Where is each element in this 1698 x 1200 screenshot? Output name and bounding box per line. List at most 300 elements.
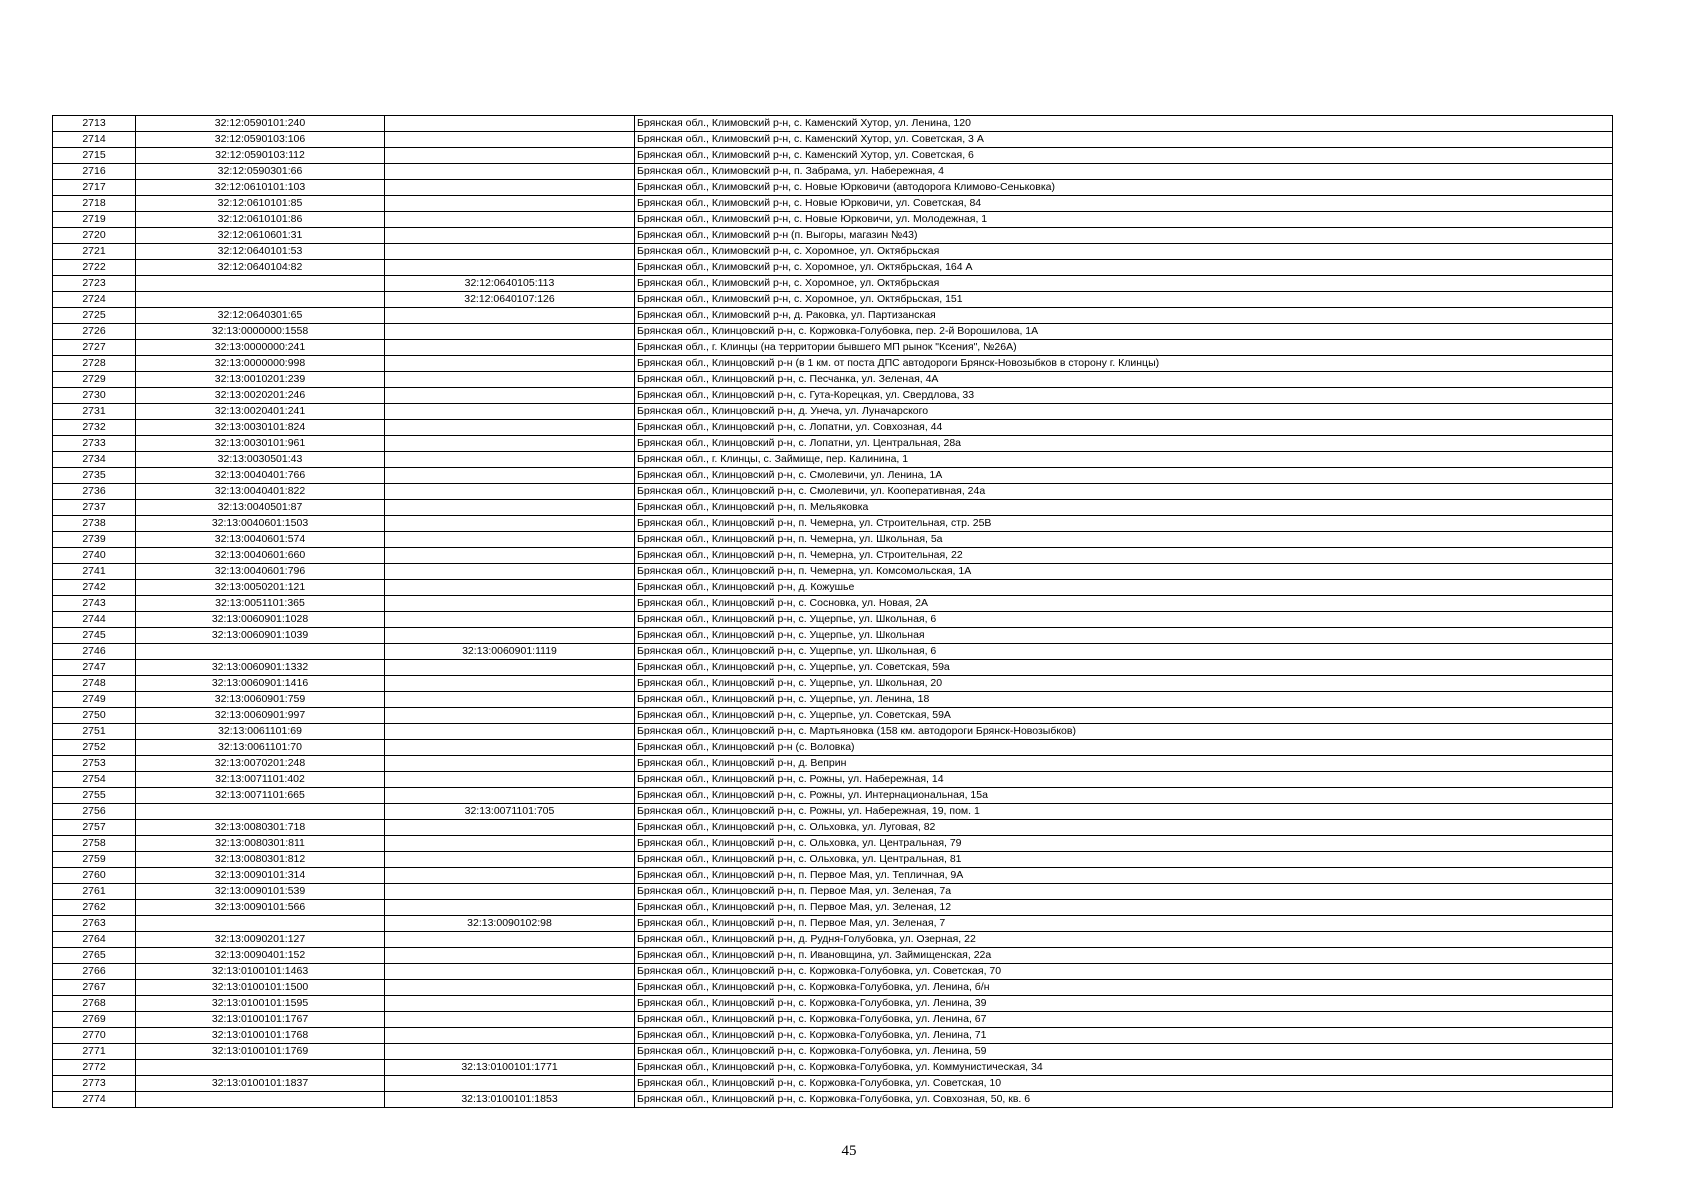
secondary-cadastral-number-cell	[385, 580, 635, 596]
secondary-cadastral-number-cell	[385, 788, 635, 804]
row-number-cell: 2757	[53, 820, 136, 836]
cadastral-number-cell: 32:13:0051101:365	[136, 596, 385, 612]
address-cell: Брянская обл., Климовский р-н, с. Хоромное, ул. Октябрьская	[635, 244, 1613, 260]
row-number-cell: 2760	[53, 868, 136, 884]
row-number-cell: 2722	[53, 260, 136, 276]
table-row	[53, 900, 1613, 916]
cadastral-number-cell: 32:13:0070201:248	[136, 756, 385, 772]
address-cell: Брянская обл., г. Клинцы, с. Займище, пер. Калинина, 1	[635, 452, 1613, 468]
secondary-cadastral-number-cell: 32:13:0071101:705	[385, 804, 635, 820]
row-number-cell: 2716	[53, 164, 136, 180]
cadastral-number-cell: 32:13:0040601:574	[136, 532, 385, 548]
cadastral-number-cell: 32:13:0061101:70	[136, 740, 385, 756]
address-cell: Брянская обл., Клинцовский р-н, с. Рожны, ул. Набережная, 14	[635, 772, 1613, 788]
table-row	[53, 724, 1613, 740]
table-row	[53, 516, 1613, 532]
secondary-cadastral-number-cell	[385, 324, 635, 340]
row-number-cell: 2740	[53, 548, 136, 564]
address-cell: Брянская обл., Клинцовский р-н, с. Коржовка-Голубовка, ул. Советская, 70	[635, 964, 1613, 980]
secondary-cadastral-number-cell	[385, 612, 635, 628]
cadastral-number-cell	[136, 916, 385, 932]
table-row	[53, 612, 1613, 628]
row-number-cell: 2727	[53, 340, 136, 356]
table-row	[53, 276, 1613, 292]
address-cell: Брянская обл., Клинцовский р-н, п. Чемерна, ул. Комсомольская, 1А	[635, 564, 1613, 580]
address-cell: Брянская обл., Клинцовский р-н, с. Ущерпье, ул. Школьная	[635, 628, 1613, 644]
secondary-cadastral-number-cell	[385, 852, 635, 868]
cadastral-number-cell: 32:13:0040601:1503	[136, 516, 385, 532]
address-cell: Брянская обл., Клинцовский р-н, с. Лопатни, ул. Центральная, 28а	[635, 436, 1613, 452]
table-row	[53, 116, 1613, 132]
table-row	[53, 132, 1613, 148]
table-row	[53, 196, 1613, 212]
address-cell: Брянская обл., Климовский р-н, с. Хоромное, ул. Октябрьская, 151	[635, 292, 1613, 308]
secondary-cadastral-number-cell	[385, 884, 635, 900]
table-row	[53, 452, 1613, 468]
table-row	[53, 148, 1613, 164]
table-row	[53, 420, 1613, 436]
table-row	[53, 356, 1613, 372]
address-cell: Брянская обл., Климовский р-н, д. Раковка, ул. Партизанская	[635, 308, 1613, 324]
secondary-cadastral-number-cell	[385, 404, 635, 420]
table-row	[53, 996, 1613, 1012]
table-row	[53, 772, 1613, 788]
row-number-cell: 2721	[53, 244, 136, 260]
secondary-cadastral-number-cell	[385, 676, 635, 692]
address-cell: Брянская обл., Клинцовский р-н, д. Унеча, ул. Луначарского	[635, 404, 1613, 420]
cadastral-number-cell: 32:13:0090101:539	[136, 884, 385, 900]
cadastral-number-cell: 32:13:0080301:812	[136, 852, 385, 868]
secondary-cadastral-number-cell	[385, 532, 635, 548]
cadastral-number-cell: 32:13:0071101:665	[136, 788, 385, 804]
secondary-cadastral-number-cell: 32:13:0060901:1119	[385, 644, 635, 660]
address-cell: Брянская обл., Клинцовский р-н, с. Рожны, ул. Интернациональная, 15а	[635, 788, 1613, 804]
cadastral-number-cell: 32:13:0030101:824	[136, 420, 385, 436]
cadastral-number-cell	[136, 644, 385, 660]
secondary-cadastral-number-cell: 32:12:0640105:113	[385, 276, 635, 292]
cadastral-number-cell: 32:12:0640301:65	[136, 308, 385, 324]
secondary-cadastral-number-cell	[385, 724, 635, 740]
row-number-cell: 2748	[53, 676, 136, 692]
row-number-cell: 2732	[53, 420, 136, 436]
row-number-cell: 2769	[53, 1012, 136, 1028]
secondary-cadastral-number-cell	[385, 516, 635, 532]
row-number-cell: 2734	[53, 452, 136, 468]
row-number-cell: 2754	[53, 772, 136, 788]
table-row	[53, 484, 1613, 500]
address-cell: Брянская обл., Клинцовский р-н, с. Коржовка-Голубовка, ул. Коммунистическая, 34	[635, 1060, 1613, 1076]
address-cell: Брянская обл., Клинцовский р-н, с. Ущерпье, ул. Школьная, 6	[635, 644, 1613, 660]
table-row	[53, 324, 1613, 340]
cadastral-number-cell: 32:13:0100101:1767	[136, 1012, 385, 1028]
secondary-cadastral-number-cell	[385, 548, 635, 564]
secondary-cadastral-number-cell	[385, 708, 635, 724]
row-number-cell: 2745	[53, 628, 136, 644]
address-cell: Брянская обл., Клинцовский р-н, д. Кожушье	[635, 580, 1613, 596]
cadastral-number-cell: 32:13:0080301:718	[136, 820, 385, 836]
cadastral-number-cell	[136, 1092, 385, 1108]
secondary-cadastral-number-cell	[385, 372, 635, 388]
row-number-cell: 2763	[53, 916, 136, 932]
row-number-cell: 2767	[53, 980, 136, 996]
cadastral-number-cell: 32:13:0040601:796	[136, 564, 385, 580]
table-row	[53, 868, 1613, 884]
cadastral-number-cell: 32:13:0060901:1332	[136, 660, 385, 676]
table-row	[53, 804, 1613, 820]
address-cell: Брянская обл., Клинцовский р-н, с. Мартьяновка (158 км. автодороги Брянск-Новозыбков)	[635, 724, 1613, 740]
cadastral-number-cell: 32:13:0060901:1416	[136, 676, 385, 692]
cadastral-number-cell: 32:13:0100101:1837	[136, 1076, 385, 1092]
table-row	[53, 1092, 1613, 1108]
cadastral-number-cell: 32:12:0610601:31	[136, 228, 385, 244]
address-cell: Брянская обл., Клинцовский р-н, с. Лопатни, ул. Совхозная, 44	[635, 420, 1613, 436]
row-number-cell: 2742	[53, 580, 136, 596]
table-row	[53, 580, 1613, 596]
address-cell: Брянская обл., Клинцовский р-н, с. Коржовка-Голубовка, ул. Совхозная, 50, кв. 6	[635, 1092, 1613, 1108]
table-row	[53, 180, 1613, 196]
address-cell: Брянская обл., Клинцовский р-н (с. Воловка)	[635, 740, 1613, 756]
row-number-cell: 2773	[53, 1076, 136, 1092]
secondary-cadastral-number-cell	[385, 468, 635, 484]
row-number-cell: 2751	[53, 724, 136, 740]
row-number-cell: 2720	[53, 228, 136, 244]
address-cell: Брянская обл., Клинцовский р-н, с. Ущерпье, ул. Ленина, 18	[635, 692, 1613, 708]
row-number-cell: 2768	[53, 996, 136, 1012]
secondary-cadastral-number-cell	[385, 692, 635, 708]
secondary-cadastral-number-cell	[385, 228, 635, 244]
cadastral-number-cell: 32:13:0000000:241	[136, 340, 385, 356]
table-row	[53, 308, 1613, 324]
row-number-cell: 2752	[53, 740, 136, 756]
address-cell: Брянская обл., Клинцовский р-н, п. Чемерна, ул. Строительная, 22	[635, 548, 1613, 564]
table-row	[53, 404, 1613, 420]
secondary-cadastral-number-cell	[385, 900, 635, 916]
secondary-cadastral-number-cell	[385, 500, 635, 516]
table-row	[53, 756, 1613, 772]
cadastral-number-cell: 32:13:0030501:43	[136, 452, 385, 468]
table-row	[53, 788, 1613, 804]
registry-table-body	[53, 116, 1613, 1108]
row-number-cell: 2724	[53, 292, 136, 308]
table-row	[53, 228, 1613, 244]
address-cell: Брянская обл., Клинцовский р-н, с. Ольховка, ул. Центральная, 79	[635, 836, 1613, 852]
cadastral-number-cell	[136, 804, 385, 820]
secondary-cadastral-number-cell	[385, 116, 635, 132]
address-cell: Брянская обл., Клинцовский р-н (в 1 км. от поста ДПС автодороги Брянск-Новозыбков в сторону г. Клинцы)	[635, 356, 1613, 372]
cadastral-number-cell: 32:12:0640104:82	[136, 260, 385, 276]
cadastral-number-cell: 32:13:0090101:566	[136, 900, 385, 916]
address-cell: Брянская обл., Клинцовский р-н, с. Ущерпье, ул. Советская, 59а	[635, 660, 1613, 676]
row-number-cell: 2746	[53, 644, 136, 660]
address-cell: Брянская обл., Клинцовский р-н, п. Первое Мая, ул. Зеленая, 7а	[635, 884, 1613, 900]
secondary-cadastral-number-cell	[385, 596, 635, 612]
secondary-cadastral-number-cell	[385, 148, 635, 164]
secondary-cadastral-number-cell	[385, 212, 635, 228]
address-cell: Брянская обл., Клинцовский р-н, п. Мельяковка	[635, 500, 1613, 516]
table-row	[53, 468, 1613, 484]
cadastral-number-cell	[136, 276, 385, 292]
cadastral-number-cell: 32:13:0071101:402	[136, 772, 385, 788]
table-row	[53, 740, 1613, 756]
row-number-cell: 2762	[53, 900, 136, 916]
secondary-cadastral-number-cell: 32:13:0090102:98	[385, 916, 635, 932]
row-number-cell: 2719	[53, 212, 136, 228]
secondary-cadastral-number-cell	[385, 820, 635, 836]
cadastral-number-cell: 32:13:0060901:759	[136, 692, 385, 708]
cadastral-number-cell: 32:13:0020201:246	[136, 388, 385, 404]
table-row	[53, 628, 1613, 644]
secondary-cadastral-number-cell	[385, 180, 635, 196]
row-number-cell: 2723	[53, 276, 136, 292]
secondary-cadastral-number-cell	[385, 436, 635, 452]
cadastral-number-cell: 32:13:0040401:822	[136, 484, 385, 500]
table-row	[53, 820, 1613, 836]
row-number-cell: 2733	[53, 436, 136, 452]
cadastral-number-cell: 32:12:0590101:240	[136, 116, 385, 132]
address-cell: Брянская обл., Климовский р-н, с. Каменский Хутор, ул. Ленина, 120	[635, 116, 1613, 132]
address-cell: Брянская обл., Клинцовский р-н, с. Ущерпье, ул. Советская, 59А	[635, 708, 1613, 724]
table-row	[53, 596, 1613, 612]
cadastral-number-cell: 32:13:0030101:961	[136, 436, 385, 452]
table-row	[53, 260, 1613, 276]
secondary-cadastral-number-cell	[385, 244, 635, 260]
address-cell: Брянская обл., г. Клинцы (на территории бывшего МП рынок "Ксения", №26А)	[635, 340, 1613, 356]
row-number-cell: 2739	[53, 532, 136, 548]
address-cell: Брянская обл., Клинцовский р-н, с. Ольховка, ул. Луговая, 82	[635, 820, 1613, 836]
table-row	[53, 676, 1613, 692]
table-row	[53, 340, 1613, 356]
table-row	[53, 244, 1613, 260]
secondary-cadastral-number-cell	[385, 1076, 635, 1092]
cadastral-number-cell: 32:13:0060901:1039	[136, 628, 385, 644]
cadastral-number-cell: 32:13:0100101:1595	[136, 996, 385, 1012]
secondary-cadastral-number-cell	[385, 868, 635, 884]
secondary-cadastral-number-cell	[385, 628, 635, 644]
address-cell: Брянская обл., Клинцовский р-н, с. Сосновка, ул. Новая, 2А	[635, 596, 1613, 612]
cadastral-number-cell: 32:13:0100101:1463	[136, 964, 385, 980]
address-cell: Брянская обл., Клинцовский р-н, с. Песчанка, ул. Зеленая, 4А	[635, 372, 1613, 388]
secondary-cadastral-number-cell	[385, 484, 635, 500]
address-cell: Брянская обл., Климовский р-н, с. Каменский Хутор, ул. Советская, 6	[635, 148, 1613, 164]
address-cell: Брянская обл., Клинцовский р-н, п. Чемерна, ул. Школьная, 5а	[635, 532, 1613, 548]
row-number-cell: 2729	[53, 372, 136, 388]
row-number-cell: 2744	[53, 612, 136, 628]
address-cell: Брянская обл., Клинцовский р-н, с. Ущерпье, ул. Школьная, 6	[635, 612, 1613, 628]
cadastral-number-cell: 32:13:0061101:69	[136, 724, 385, 740]
secondary-cadastral-number-cell	[385, 1044, 635, 1060]
cadastral-number-cell: 32:12:0640101:53	[136, 244, 385, 260]
table-row	[53, 436, 1613, 452]
address-cell: Брянская обл., Клинцовский р-н, с. Коржовка-Голубовка, ул. Советская, 10	[635, 1076, 1613, 1092]
address-cell: Брянская обл., Клинцовский р-н, д. Рудня-Голубовка, ул. Озерная, 22	[635, 932, 1613, 948]
cadastral-number-cell: 32:13:0040601:660	[136, 548, 385, 564]
row-number-cell: 2736	[53, 484, 136, 500]
cadastral-number-cell: 32:12:0610101:103	[136, 180, 385, 196]
address-cell: Брянская обл., Клинцовский р-н, с. Коржовка-Голубовка, ул. Ленина, 67	[635, 1012, 1613, 1028]
cadastral-number-cell: 32:13:0050201:121	[136, 580, 385, 596]
cadastral-number-cell: 32:13:0060901:1028	[136, 612, 385, 628]
cadastral-number-cell: 32:12:0590103:106	[136, 132, 385, 148]
row-number-cell: 2758	[53, 836, 136, 852]
table-row	[53, 388, 1613, 404]
cadastral-number-cell: 32:13:0080301:811	[136, 836, 385, 852]
address-cell: Брянская обл., Клинцовский р-н, с. Коржовка-Голубовка, ул. Ленина, 71	[635, 1028, 1613, 1044]
document-page	[52, 115, 1612, 1108]
secondary-cadastral-number-cell	[385, 756, 635, 772]
secondary-cadastral-number-cell	[385, 932, 635, 948]
row-number-cell: 2747	[53, 660, 136, 676]
row-number-cell: 2761	[53, 884, 136, 900]
row-number-cell: 2731	[53, 404, 136, 420]
address-cell: Брянская обл., Климовский р-н, с. Каменский Хутор, ул. Советская, 3 А	[635, 132, 1613, 148]
row-number-cell: 2750	[53, 708, 136, 724]
secondary-cadastral-number-cell	[385, 980, 635, 996]
address-cell: Брянская обл., Климовский р-н, с. Новые Юрковичи (автодорога Климово-Сеньковка)	[635, 180, 1613, 196]
address-cell: Брянская обл., Климовский р-н, с. Хоромное, ул. Октябрьская	[635, 276, 1613, 292]
row-number-cell: 2737	[53, 500, 136, 516]
address-cell: Брянская обл., Климовский р-н, п. Забрама, ул. Набережная, 4	[635, 164, 1613, 180]
cadastral-number-cell: 32:13:0100101:1768	[136, 1028, 385, 1044]
secondary-cadastral-number-cell	[385, 132, 635, 148]
secondary-cadastral-number-cell	[385, 196, 635, 212]
row-number-cell: 2725	[53, 308, 136, 324]
address-cell: Брянская обл., Клинцовский р-н, д. Веприн	[635, 756, 1613, 772]
cadastral-number-cell: 32:13:0100101:1500	[136, 980, 385, 996]
table-row	[53, 644, 1613, 660]
address-cell: Брянская обл., Клинцовский р-н, п. Первое Мая, ул. Тепличная, 9А	[635, 868, 1613, 884]
page-number: 45	[841, 1143, 857, 1159]
table-row	[53, 1028, 1613, 1044]
address-cell: Брянская обл., Климовский р-н (п. Выгоры, магазин №43)	[635, 228, 1613, 244]
row-number-cell: 2772	[53, 1060, 136, 1076]
table-row	[53, 884, 1613, 900]
table-row	[53, 660, 1613, 676]
address-cell: Брянская обл., Клинцовский р-н, с. Ущерпье, ул. Школьная, 20	[635, 676, 1613, 692]
secondary-cadastral-number-cell	[385, 164, 635, 180]
secondary-cadastral-number-cell	[385, 836, 635, 852]
address-cell: Брянская обл., Клинцовский р-н, п. Первое Мая, ул. Зеленая, 12	[635, 900, 1613, 916]
secondary-cadastral-number-cell	[385, 340, 635, 356]
row-number-cell: 2743	[53, 596, 136, 612]
row-number-cell: 2741	[53, 564, 136, 580]
table-row	[53, 372, 1613, 388]
row-number-cell: 2713	[53, 116, 136, 132]
address-cell: Брянская обл., Климовский р-н, с. Новые Юрковичи, ул. Советская, 84	[635, 196, 1613, 212]
address-cell: Брянская обл., Клинцовский р-н, с. Ольховка, ул. Центральная, 81	[635, 852, 1613, 868]
cadastral-number-cell: 32:13:0010201:239	[136, 372, 385, 388]
row-number-cell: 2765	[53, 948, 136, 964]
address-cell: Брянская обл., Клинцовский р-н, с. Коржовка-Голубовка, ул. Ленина, 59	[635, 1044, 1613, 1060]
table-row	[53, 532, 1613, 548]
address-cell: Брянская обл., Клинцовский р-н, с. Коржовка-Голубовка, ул. Ленина, 39	[635, 996, 1613, 1012]
secondary-cadastral-number-cell	[385, 772, 635, 788]
table-row	[53, 916, 1613, 932]
table-row	[53, 932, 1613, 948]
address-cell: Брянская обл., Климовский р-н, с. Новые Юрковичи, ул. Молодежная, 1	[635, 212, 1613, 228]
table-row	[53, 1060, 1613, 1076]
row-number-cell: 2714	[53, 132, 136, 148]
row-number-cell: 2738	[53, 516, 136, 532]
cadastral-number-cell: 32:13:0060901:997	[136, 708, 385, 724]
address-cell: Брянская обл., Клинцовский р-н, п. Чемерна, ул. Строительная, стр. 25В	[635, 516, 1613, 532]
secondary-cadastral-number-cell	[385, 948, 635, 964]
address-cell: Брянская обл., Клинцовский р-н, с. Смолевичи, ул. Ленина, 1А	[635, 468, 1613, 484]
row-number-cell: 2717	[53, 180, 136, 196]
secondary-cadastral-number-cell: 32:13:0100101:1771	[385, 1060, 635, 1076]
secondary-cadastral-number-cell: 32:12:0640107:126	[385, 292, 635, 308]
table-row	[53, 564, 1613, 580]
secondary-cadastral-number-cell	[385, 740, 635, 756]
row-number-cell: 2764	[53, 932, 136, 948]
cadastral-number-cell: 32:12:0610101:85	[136, 196, 385, 212]
secondary-cadastral-number-cell	[385, 660, 635, 676]
cadastral-number-cell: 32:12:0590103:112	[136, 148, 385, 164]
cadastral-number-cell: 32:13:0040401:766	[136, 468, 385, 484]
cadastral-number-cell: 32:13:0040501:87	[136, 500, 385, 516]
table-row	[53, 692, 1613, 708]
secondary-cadastral-number-cell	[385, 964, 635, 980]
table-row	[53, 1044, 1613, 1060]
table-row	[53, 836, 1613, 852]
row-number-cell: 2726	[53, 324, 136, 340]
row-number-cell: 2756	[53, 804, 136, 820]
table-row	[53, 500, 1613, 516]
secondary-cadastral-number-cell	[385, 564, 635, 580]
cadastral-number-cell	[136, 292, 385, 308]
table-row	[53, 852, 1613, 868]
row-number-cell: 2759	[53, 852, 136, 868]
secondary-cadastral-number-cell	[385, 1012, 635, 1028]
address-cell: Брянская обл., Клинцовский р-н, с. Смолевичи, ул. Кооперативная, 24а	[635, 484, 1613, 500]
secondary-cadastral-number-cell	[385, 420, 635, 436]
cadastral-number-cell: 32:13:0100101:1769	[136, 1044, 385, 1060]
secondary-cadastral-number-cell	[385, 452, 635, 468]
table-row	[53, 292, 1613, 308]
row-number-cell: 2728	[53, 356, 136, 372]
table-row	[53, 164, 1613, 180]
row-number-cell: 2718	[53, 196, 136, 212]
row-number-cell: 2770	[53, 1028, 136, 1044]
row-number-cell: 2749	[53, 692, 136, 708]
address-cell: Брянская обл., Клинцовский р-н, с. Рожны, ул. Набережная, 19, пом. 1	[635, 804, 1613, 820]
table-row	[53, 708, 1613, 724]
cadastral-number-cell: 32:12:0590301:66	[136, 164, 385, 180]
row-number-cell: 2730	[53, 388, 136, 404]
cadastral-number-cell: 32:13:0000000:998	[136, 356, 385, 372]
row-number-cell: 2774	[53, 1092, 136, 1108]
row-number-cell: 2771	[53, 1044, 136, 1060]
secondary-cadastral-number-cell: 32:13:0100101:1853	[385, 1092, 635, 1108]
row-number-cell: 2753	[53, 756, 136, 772]
row-number-cell: 2715	[53, 148, 136, 164]
secondary-cadastral-number-cell	[385, 308, 635, 324]
secondary-cadastral-number-cell	[385, 388, 635, 404]
address-cell: Брянская обл., Клинцовский р-н, с. Гута-Корецкая, ул. Свердлова, 33	[635, 388, 1613, 404]
cadastral-number-cell: 32:13:0090201:127	[136, 932, 385, 948]
address-cell: Брянская обл., Клинцовский р-н, с. Коржовка-Голубовка, ул. Ленина, б/н	[635, 980, 1613, 996]
registry-table	[52, 115, 1613, 1108]
cadastral-number-cell: 32:13:0000000:1558	[136, 324, 385, 340]
row-number-cell: 2735	[53, 468, 136, 484]
cadastral-number-cell: 32:13:0020401:241	[136, 404, 385, 420]
secondary-cadastral-number-cell	[385, 260, 635, 276]
secondary-cadastral-number-cell	[385, 1028, 635, 1044]
address-cell: Брянская обл., Климовский р-н, с. Хоромное, ул. Октябрьская, 164 А	[635, 260, 1613, 276]
cadastral-number-cell: 32:12:0610101:86	[136, 212, 385, 228]
table-row	[53, 1012, 1613, 1028]
cadastral-number-cell	[136, 1060, 385, 1076]
table-row	[53, 212, 1613, 228]
